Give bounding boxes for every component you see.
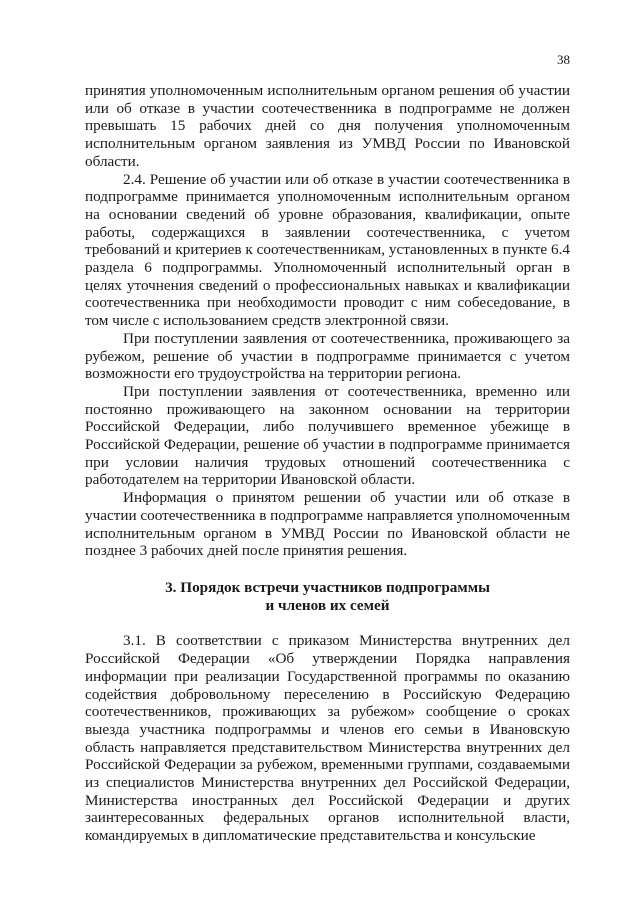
spacer — [85, 614, 570, 632]
paragraph-2-4: 2.4. Решение об участии или об отказе в участии соотечественника в подпрограмме принимается уполномоченным исполнительным органом на основании сведений об уровне образования, квалификации, опыте работы, содержащихся в заявлении соотечественника, с учетом требований и критериев к соотечественникам, установленных в пункте 6.4 раздела 6 подпрограммы. Уполномоченный исполнительный орган в целях уточнения сведений о профессиональных навыках и квалификации соотечественника при необходимости проводит с ним собеседование, в том числе с использованием средств электронной связи. — [85, 170, 570, 330]
paragraph-continuation: принятия уполномоченным исполнительным органом решения об участии или об отказе в участии соотечественника в подпрограмме не должен превышать 15 рабочих дней со дня получения уполномоченным исполнительным органом заявления из УМВД России по Ивановской области. — [85, 82, 570, 170]
document-body — [85, 82, 570, 845]
paragraph-3-1: 3.1. В соответствии с приказом Министерства внутренних дел Российской Федерации «Об утверждении Порядка направления информации при реализации Государственной программы по оказанию содействия добровольному переселению в Российскую Федерацию соотечественников, проживающих за рубежом» сообщение о сроках выезда участника подпрограммы и членов его семьи в Ивановскую область направляется представительством Министерства внутренних дел Российской Федерации за рубежом, временными группами, создаваемыми из специалистов Министерства внутренних дел Российской Федерации, Министерства иностранных дел Российской Федерации и других заинтересованных федеральных органов исполнительной власти, командируемых в дипломатические представительства и консульские — [85, 632, 570, 845]
section-heading-line-2: и членов их семей — [265, 596, 390, 614]
section-heading-line-1: 3. Порядок встречи участников подпрограммы — [165, 578, 490, 596]
paragraph-abroad-applicant: При поступлении заявления от соотечественника, проживающего за рубежом, решение об участии в подпрограмме принимается с учетом возможности его трудоустройства на территории региона. — [85, 329, 570, 383]
paragraph-resident-applicant: При поступлении заявления от соотечественника, временно или постоянно проживающего на законном основании на территории Российской Федерации, либо получившего временное убежище в Российской Федерации, решение об участии в подпрограмме принимается при условии наличия трудовых отношений соотечественника с работодателем на территории Ивановской области. — [85, 382, 570, 489]
spacer — [85, 560, 570, 579]
paragraph-decision-info: Информация о принятом решении об участии или об отказе в участии соотечественника в подпрограмме направляется уполномоченным исполнительным органом в УМВД России по Ивановской области не позднее 3 рабочих дней после принятия решения. — [85, 489, 570, 560]
page-number: 38 — [557, 52, 570, 67]
